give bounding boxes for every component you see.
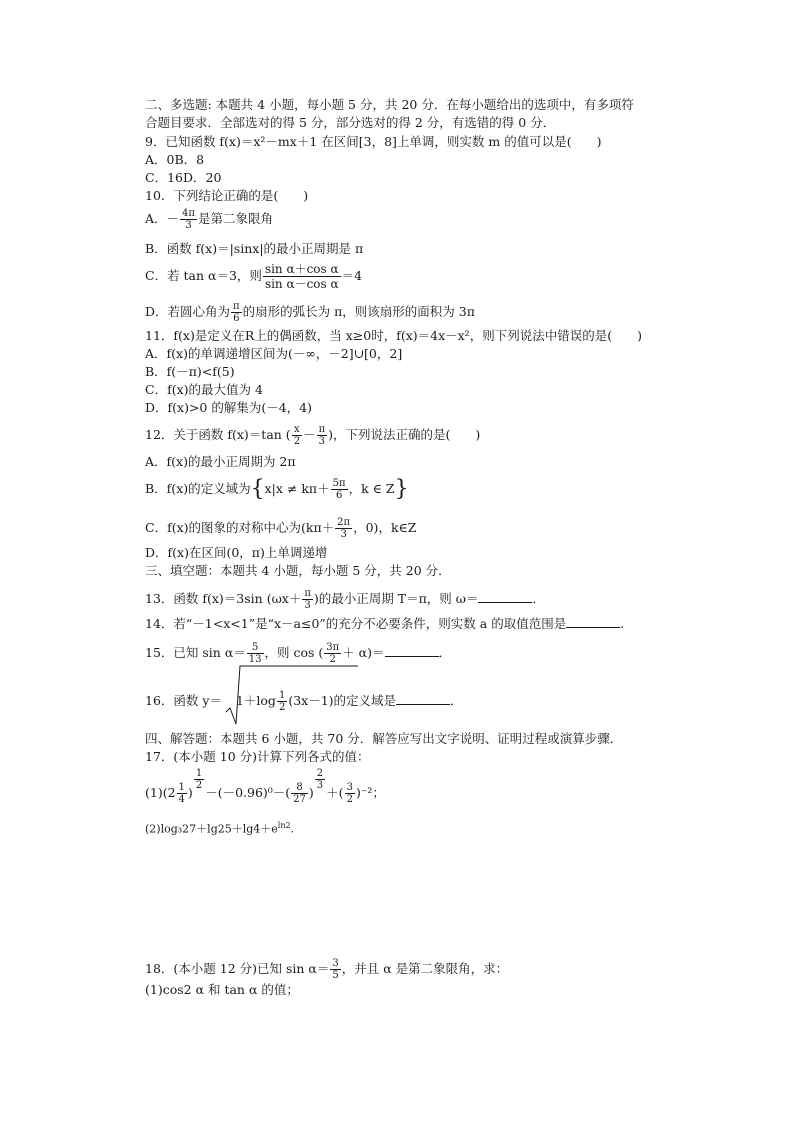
question-10: 10．下列结论正确的是( ): [145, 188, 309, 203]
fraction: $\frac{8}{27}$: [293, 782, 306, 805]
fraction: $\frac{3}{5}$: [332, 958, 339, 981]
question-18-part-1: (1)cos2 α 和 tan α 的值；: [145, 982, 299, 997]
fraction: $\frac{\pi}{3}$: [318, 424, 326, 447]
section3-intro: 三、填空题：本题共 4 小题，每小题 5 分，共 20 分．: [145, 563, 451, 578]
section2-intro-line2: 合题目要求．全部选对的得 5 分，部分选对的得 2 分，有选错的得 0 分．: [145, 115, 556, 130]
fraction: $\frac{2\pi}{3}$: [337, 517, 351, 540]
fraction: $\frac{5}{13}$: [248, 642, 262, 665]
fraction: $\frac{x}{2}$: [293, 424, 301, 447]
question-13: 13．函数 f(x)＝3sin (ωx＋ $\frac{\pi}{3}$ )的最小正周期 T＝π，则 ω＝ ．: [145, 588, 545, 611]
answer-blank: [385, 644, 439, 657]
section4-intro: 四、解答题：本题共 6 小题，共 70 分．解答应写出文字说明、证明过程或演算步骤．: [145, 731, 623, 746]
fraction: $\frac{\text{sin α＋cos α}}{\text{sin α－cos α}}$: [264, 262, 339, 291]
question-17: 17．(本小题 10 分)计算下列各式的值：: [145, 749, 370, 764]
question-10-option-c: C．若 tan α＝3，则 $\frac{\text{sin α＋cos α}}{\text{sin α－cos α}}$ ＝4: [145, 262, 363, 291]
answer-blank: [478, 590, 532, 603]
question-17-part-2: $(2)\log_327+\lg 25+\lg 4+e^{ln2}$.: [145, 821, 295, 836]
question-11-option-d: D．f(x)>0 的解集为(－4，4): [145, 400, 313, 415]
question-9-options-ab: A．0B．8: [145, 152, 205, 167]
fraction: $\frac{5\pi}{6}$: [332, 478, 346, 501]
question-10-option-b: B．函数 f(x)＝|sinx|的最小正周期是 π: [145, 241, 364, 256]
section2-intro-line1: 二、多选题: 本题共 4 小题，每小题 5 分，共 20 分．在每小题给出的选项中，有多项符: [145, 97, 634, 112]
question-17-part-1: (1)(2 $\frac{1}{4}$ ) $\frac{1}{2}$ －(－0.96)⁰－( $\frac{8}{27}$ ) $\frac{2}{3}$ ＋( $\frac{3}{2}$ )⁻²；: [145, 768, 385, 805]
question-12-option-a: A．f(x)的最小正周期为 2π: [145, 454, 296, 469]
exponent-fraction: $\frac{2}{3}$: [316, 768, 324, 791]
question-11-option-c: C．f(x)的最大值为 4: [145, 382, 263, 397]
fraction: $\frac{1}{2}$: [278, 690, 286, 713]
fraction: $\frac{\pi}{3}$: [304, 588, 311, 611]
question-12-option-c: C．f(x)的图象的对称中心为(kπ＋ $\frac{2\pi}{3}$ ，0)，k∈Z: [145, 517, 417, 540]
answer-blank: [566, 615, 620, 628]
question-15: 15．已知 sin α＝ $\frac{5}{13}$ ，则 cos ( $\frac{3\pi}{2}$ ＋ α)＝ ．: [145, 642, 452, 665]
fraction: $\frac{3\pi}{2}$: [326, 642, 340, 665]
exponent-fraction: $\frac{1}{2}$: [195, 768, 203, 791]
fraction: $\frac{1}{4}$: [178, 782, 185, 805]
answer-blank: [396, 692, 450, 705]
question-9: 9．已知函数 f(x)＝x²－mx＋1 在区间[3，8]上单调，则实数 m 的值可以是( ): [145, 134, 602, 149]
question-11-option-a: A．f(x)的单调递增区间为(－∞，－2]∪[0，2]: [145, 346, 403, 361]
right-brace: }: [394, 476, 409, 502]
question-10-option-d: D．若圆心角为 $\frac{\pi}{6}$ 的扇形的弧长为 π，则该扇形的面积为 3π: [145, 301, 475, 324]
question-16: 16．函数 y＝ 1＋log $\frac{1}{2}$ (3x－1)的定义域是 ．: [145, 690, 463, 713]
question-12-option-d: D．f(x)在区间(0，π)上单调递增: [145, 545, 328, 560]
question-11-option-b: B．f(－π)<f(5): [145, 364, 235, 379]
fraction: $\frac{3}{2}$: [346, 782, 353, 805]
fraction: $\frac{4\pi}{3}$: [182, 208, 195, 231]
question-9-options-cd: C．16D．20: [145, 170, 222, 185]
question-18: 18．(本小题 12 分)已知 sin α＝ $\frac{3}{5}$ ，并且 α 是第二象限角，求：: [145, 958, 509, 981]
question-12-option-b: B．f(x)的定义域为{x|x ≠ kπ＋ $\frac{5\pi}{6}$ ，k ∈ Z}: [145, 476, 409, 502]
question-12: 12．关于函数 f(x)＝tan ( $\frac{x}{2}$ － $\frac{\pi}{3}$ )，下列说法正确的是( ): [145, 424, 481, 447]
question-11: 11．f(x)是定义在R上的偶函数，当 x≥0时，f(x)＝4x－x²，则下列说法中错误的是( ): [145, 328, 642, 343]
fraction: $\frac{\pi}{6}$: [233, 301, 240, 324]
sqrt-symbol: [224, 662, 360, 728]
question-14: 14．若“－1<x<1”是“x－a≤0”的充分不必要条件，则实数 a 的取值范围是 ．: [145, 616, 633, 631]
left-brace: {: [250, 476, 265, 502]
question-10-option-a: A．－ $\frac{4\pi}{3}$ 是第二象限角: [145, 208, 273, 231]
